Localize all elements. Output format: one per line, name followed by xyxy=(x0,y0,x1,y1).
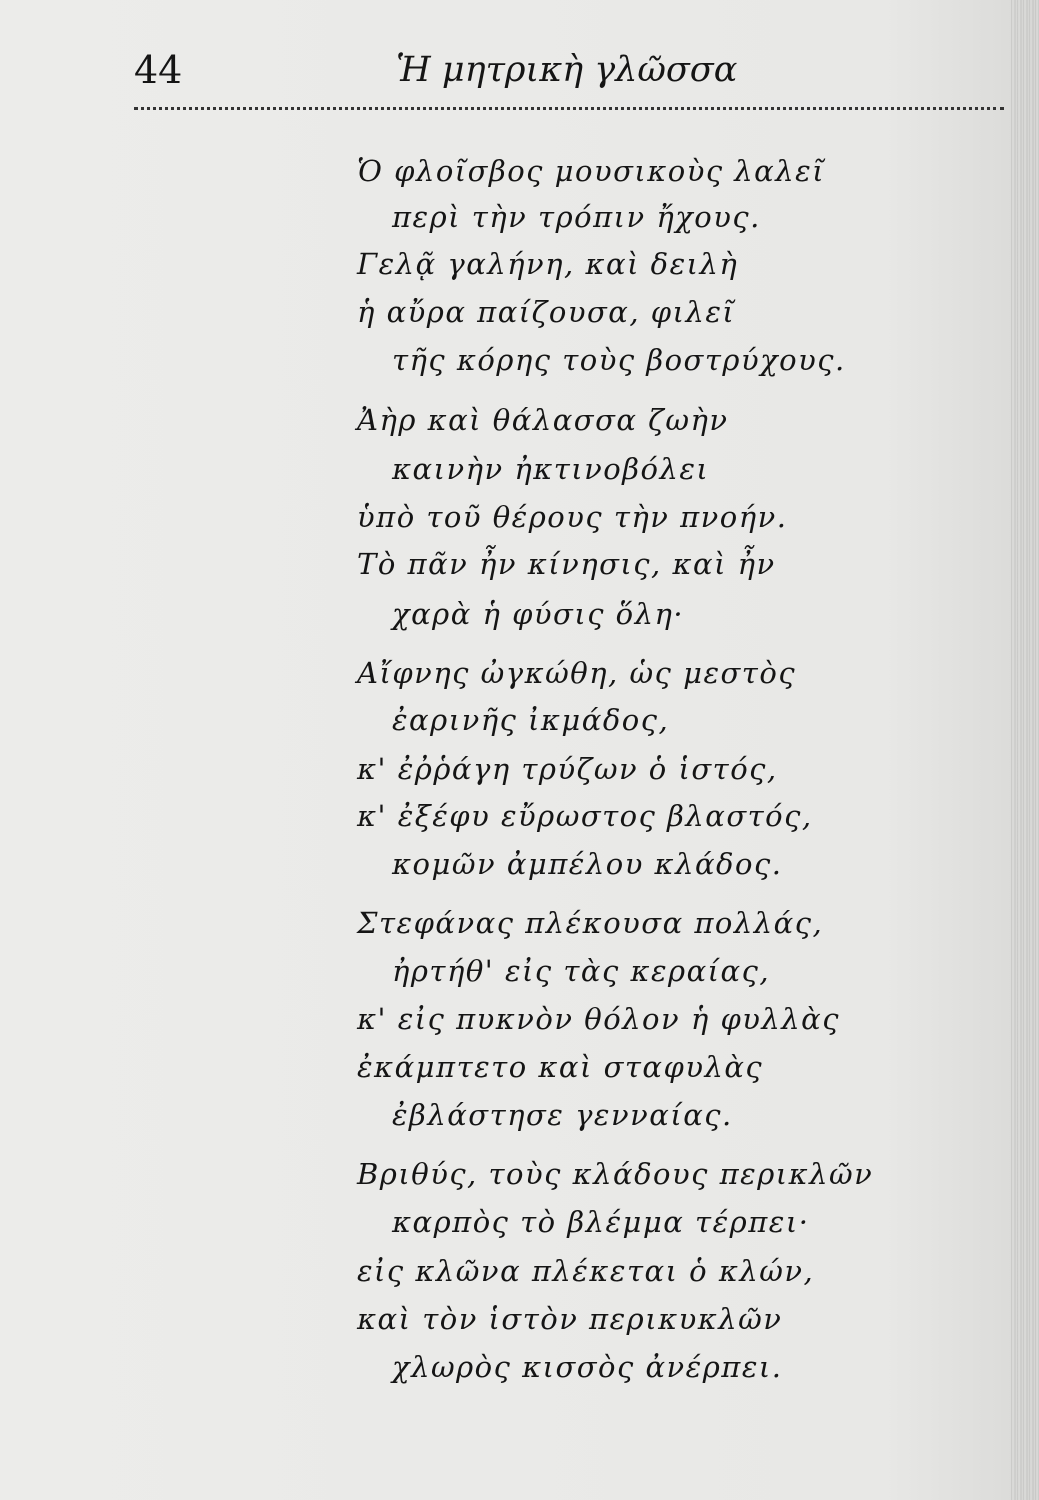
poem-line: ἡ αὔρα παίζουσα, φιλεῖ xyxy=(357,295,736,329)
poem-line: ἐβλάστησε γενναίας. xyxy=(392,1098,733,1132)
poem-line: ἐαρινῆς ἰκμάδος, xyxy=(392,703,670,737)
poem-line: καινὴν ἠκτινοβόλει xyxy=(392,452,710,486)
poem-line: χαρὰ ἡ φύσις ὅλη· xyxy=(392,597,685,631)
poem-line: Βριθύς, τοὺς κλάδους περικλῶν xyxy=(357,1157,874,1191)
poem-line: Στεφάνας πλέκουσα πολλάς, xyxy=(357,906,824,940)
poem-line: καὶ τὸν ἱστὸν περικυκλῶν xyxy=(357,1302,783,1336)
poem-line: καρπὸς τὸ βλέμμα τέρπει· xyxy=(392,1205,810,1239)
poem-line: ἐκάμπτετο καὶ σταφυλὰς xyxy=(357,1050,764,1084)
poem-line: Τὸ πᾶν ἦν κίνησις, καὶ ἦν xyxy=(357,547,776,581)
poem-line: κ' ἐξέφυ εὔρωστος βλαστός, xyxy=(357,799,813,833)
poem-line: κομῶν ἀμπέλου κλάδος. xyxy=(392,847,783,881)
poem-line: Αἴφνης ὠγκώθη, ὡς μεστὸς xyxy=(357,656,797,690)
poem-line: χλωρὸς κισσὸς ἀνέρπει. xyxy=(392,1350,783,1384)
poem-line: ἠρτήθ' εἰς τὰς κεραίας, xyxy=(392,954,771,988)
poem-line: Γελᾷ γαλήνη, καὶ δειλὴ xyxy=(357,247,739,281)
running-title: Ἡ μητρικὴ γλῶσσα xyxy=(396,50,738,90)
poem-line: ὑπὸ τοῦ θέρους τὴν πνοήν. xyxy=(357,500,788,534)
poem-line: κ' ἐῤῥάγη τρύζων ὁ ἱστός, xyxy=(357,752,778,786)
poem-line: Ἀὴρ καὶ θάλασσα ζωὴν xyxy=(357,403,729,437)
poem-line: περὶ τὴν τρόπιν ἤχους. xyxy=(392,200,761,234)
poem-line: κ' εἰς πυκνὸν θόλον ἡ φυλλὰς xyxy=(357,1002,840,1036)
poem-line: Ὁ φλοῖσβος μουσικοὺς λαλεῖ xyxy=(357,154,826,188)
poem-line: τῆς κόρης τοὺς βοστρύχους. xyxy=(392,343,846,377)
page-number: 44 xyxy=(134,48,183,92)
poem-line: εἰς κλῶνα πλέκεται ὁ κλών, xyxy=(357,1254,815,1288)
